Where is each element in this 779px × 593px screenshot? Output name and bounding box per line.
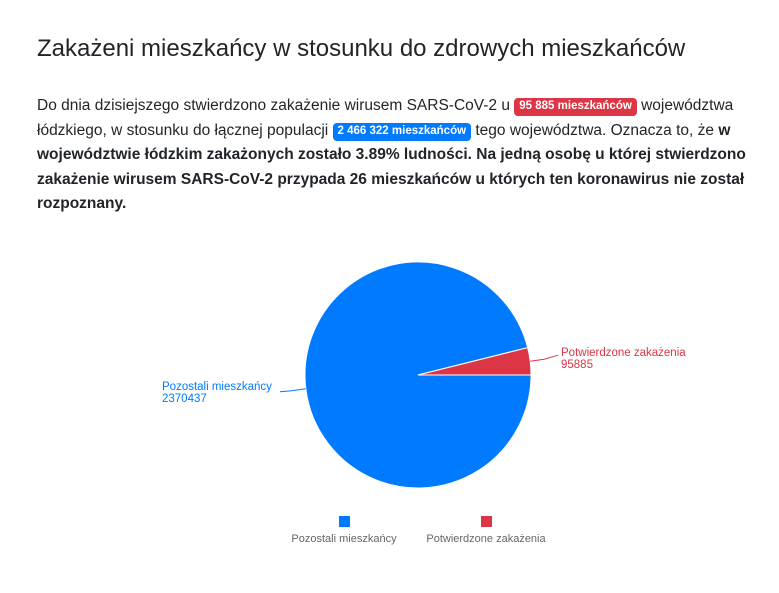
summary-text-3: tego województwa. Oznacza to, że xyxy=(471,121,719,139)
leader-line-infected xyxy=(530,355,558,361)
legend-label-infected: Potwierdzone zakażenia xyxy=(426,533,546,545)
summary-text-2: województwa łódzkiego, w stosunku do łącznej populacji xyxy=(37,97,734,139)
infected-count-badge: 95 885 mieszkańców xyxy=(514,98,637,116)
legend-label-healthy: Pozostali mieszkańcy xyxy=(291,533,397,545)
legend-item-infected[interactable] xyxy=(421,516,551,545)
page-title: Zakażeni mieszkańcy w stosunku do zdrowych mieszkańców xyxy=(37,35,686,62)
slice-value-healthy: 2370437 xyxy=(162,393,207,405)
summary-conclusion: w województwie łódzkim zakażonych zostało 3.89% ludności. Na jedną osobę u której stwierdzono zakażenie wirusem SARS-CoV-2 przypada 26 mieszkańców u których ten koronawirus nie został rozpoznany. xyxy=(37,121,746,212)
population-count-badge: 2 466 322 mieszkańców xyxy=(333,123,472,141)
slice-value-infected: 95885 xyxy=(561,359,593,371)
slice-label-healthy: Pozostali mieszkańcy xyxy=(162,381,272,393)
legend-item-healthy[interactable] xyxy=(286,516,402,545)
summary-text-1: Do dnia dzisiejszego stwierdzono zakażenie wirusem SARS-CoV-2 u xyxy=(37,97,515,114)
legend-swatch-healthy xyxy=(339,516,350,527)
slice-label-infected: Potwierdzone zakażenia xyxy=(561,347,686,359)
leader-line-healthy xyxy=(280,389,306,392)
legend-swatch-infected xyxy=(481,516,492,527)
